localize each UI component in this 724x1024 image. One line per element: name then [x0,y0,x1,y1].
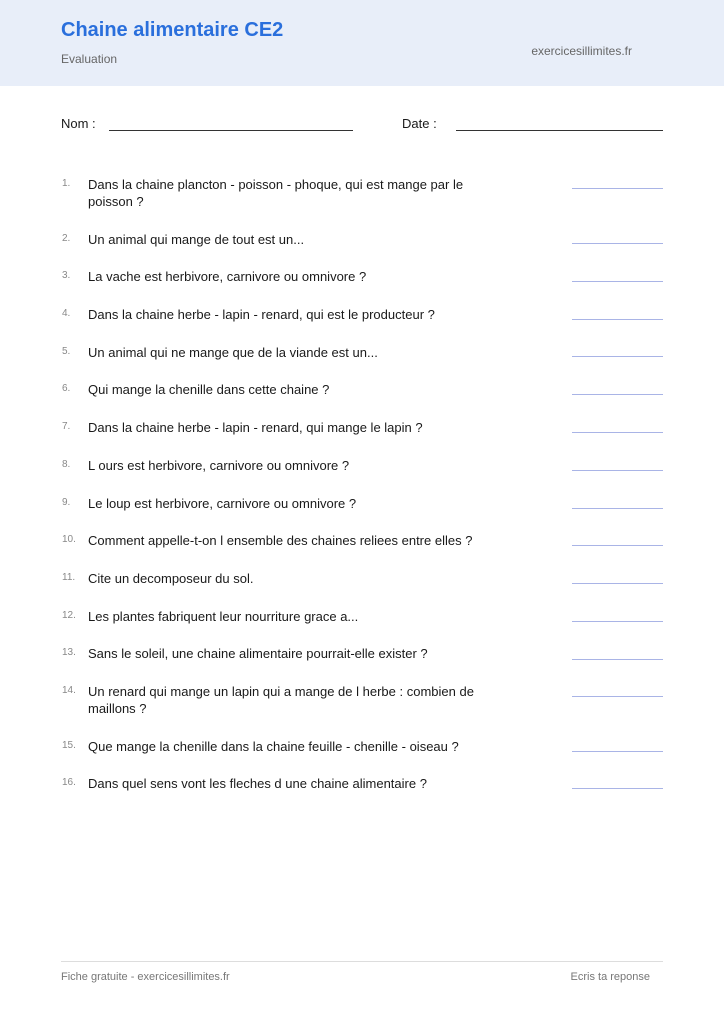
question-text: Cite un decomposeur du sol. [88,571,254,586]
question-number: 15. [62,740,76,751]
answer-line[interactable] [572,243,663,244]
question-number: 16. [62,777,76,788]
question-text: L ours est herbivore, carnivore ou omnivore ? [88,458,350,473]
question-number: 3. [62,270,71,281]
question-text: Dans la chaine plancton - poisson - phoque, qui est mange par le poisson ? [88,177,464,209]
footer-instruction: Ecris ta reponse [570,971,650,983]
page-subtitle: Evaluation [61,52,118,66]
answer-line[interactable] [572,508,663,509]
site-name: exercicesillimites.fr [531,44,632,58]
question-number: 1. [62,178,71,189]
date-label: Date : [402,116,437,131]
question-number: 8. [62,459,71,470]
question-text: Sans le soleil, une chaine alimentaire pourrait-elle exister ? [88,646,428,661]
footer-divider [61,961,663,962]
question-text: Dans quel sens vont les fleches d une chaine alimentaire ? [88,776,427,791]
question-number: 6. [62,383,71,394]
question-number: 4. [62,308,71,319]
answer-line[interactable] [572,188,663,189]
question-text: Que mange la chenille dans la chaine feuille - chenille - oiseau ? [88,739,459,754]
question-number: 13. [62,647,76,658]
answer-line[interactable] [572,545,663,546]
question-text: Qui mange la chenille dans cette chaine ? [88,382,330,397]
question-text: Un renard qui mange un lapin qui a mange de l herbe : combien de maillons ? [88,684,474,716]
question-number: 2. [62,233,71,244]
question-text: Dans la chaine herbe - lapin - renard, qui mange le lapin ? [88,420,423,435]
question-number: 7. [62,421,71,432]
question-number: 9. [62,497,71,508]
answer-line[interactable] [572,394,663,395]
question-text: Un animal qui ne mange que de la viande est un... [88,345,378,360]
answer-line[interactable] [572,751,663,752]
answer-line[interactable] [572,319,663,320]
answer-line[interactable] [572,696,663,697]
answer-line[interactable] [572,432,663,433]
answer-line[interactable] [572,583,663,584]
date-field[interactable] [456,130,663,131]
question-number: 5. [62,346,71,357]
question-text: La vache est herbivore, carnivore ou omnivore ? [88,269,367,284]
question-text: Comment appelle-t-on l ensemble des chaines reliees entre elles ? [88,533,473,548]
answer-line[interactable] [572,788,663,789]
answer-line[interactable] [572,659,663,660]
question-number: 11. [62,572,76,583]
name-field[interactable] [109,130,353,131]
answer-line[interactable] [572,356,663,357]
footer-credit: Fiche gratuite - exercicesillimites.fr [61,971,230,983]
question-number: 10. [62,534,76,545]
answer-line[interactable] [572,470,663,471]
page-header [0,0,724,86]
answer-line[interactable] [572,621,663,622]
question-number: 12. [62,610,76,621]
page-title: Chaine alimentaire CE2 [61,19,284,41]
question-number: 14. [62,685,76,696]
answer-line[interactable] [572,281,663,282]
question-text: Les plantes fabriquent leur nourriture grace a... [88,609,359,624]
question-text: Le loup est herbivore, carnivore ou omnivore ? [88,496,357,511]
name-label: Nom : [61,116,96,131]
question-text: Dans la chaine herbe - lapin - renard, qui est le producteur ? [88,307,435,322]
question-text: Un animal qui mange de tout est un... [88,232,305,247]
